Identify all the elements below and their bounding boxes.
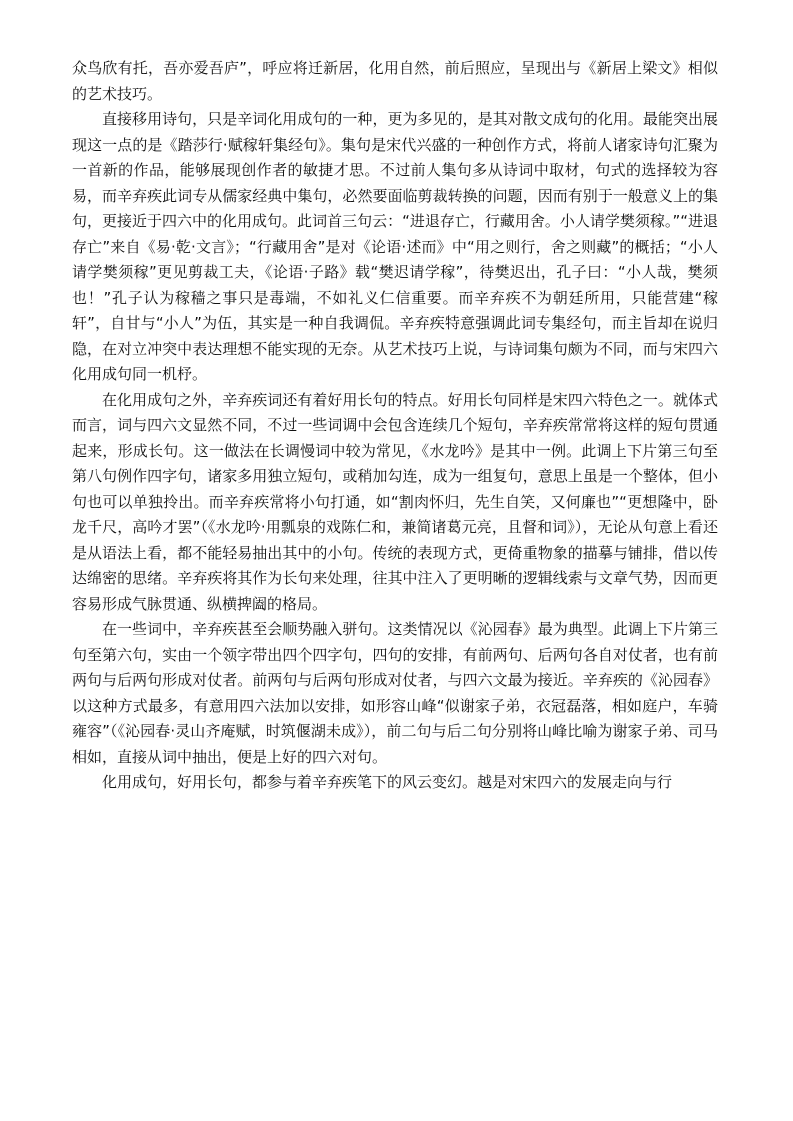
paragraph-collected-lines: 直接移用诗句，只是辛词化用成句的一种，更为多见的，是其对散文成句的化用。最能突出展现这一点的是《踏莎行·赋稼轩集经句》。集句是宋代兴盛的一种创作方式，将前人诸家诗句汇聚为一首新的作品，能够展现创作者的敏捷才思。不过前人集句多从诗词中取材，句式的选择较为容易，而辛弃疾此词专从儒家经典中集句，必然要面临剪裁转换的问题，因而有别于一般意义上的集句，更接近于四六中的化用成句。此词首三句云：“进退存亡，行藏用舍。小人请学樊须稼。”“进退存亡”来自《易·乾·文言》；“行藏用舍”是对《论语·述而》中“用之则行，舍之则藏”的概括；“小人请学樊须稼”更见剪裁工夫，《论语·子路》载“樊迟请学稼”，待樊迟出，孔子曰：“小人哉，樊须也！”孔子认为稼穑之事只是毒端，不如礼义仁信重要。而辛弃疾不为朝廷所用，只能营建“稼轩”，自甘与“小人”为伍，其实是一种自我调侃。辛弃疾特意强调此词专集经句，而主旨却在说归隐，在对立冲突中表达理想不能实现的无奈。从艺术技巧上说，与诗词集句颇为不同，而与宋四六化用成句同一机杼。 [72, 110, 718, 383]
paragraph-closing: 化用成句，好用长句，都参与着辛弃疾笔下的风云变幻。越是对宋四六的发展走向与行 [102, 773, 673, 791]
paragraph-long-sentences: 在化用成句之外，辛弃疾词还有着好用长句的特点。好用长句同样是宋四六特色之一。就体式而言，词与四六文显然不同，不过一些词调中会包含连续几个短句，辛弃疾常常将这样的短句贯通起来，形成长句。这一做法在长调慢词中较为常见，《水龙吟》是其中一例。此调上下片第三句至第八句例作四字句，诸家多用独立短句，或稍加勾连，成为一组复句，意思上虽是一个整体，但小句也可以单独拎出。而辛弃疾常将小句打通，如“割肉怀归，先生自笑，又何廉也”“更想隆中，卧龙千尺，高吟才罢”（《水龙吟·用瓢泉的戏陈仁和，兼简诸葛元亮，且督和词》），无论从句意上看还是从语法上看，都不能轻易抽出其中的小句。传统的表现方式，更倚重物象的描摹与铺排，借以传达绵密的思绪。辛弃疾将其作为长句来处理，往其中注入了更明晰的逻辑线索与文章气势，因而更容易形成气脉贯通、纵横捭阖的格局。 [72, 390, 718, 613]
paragraph-parallel-prose: 在一些词中，辛弃疾甚至会顺势融入骈句。这类情况以《沁园春》最为典型。此调上下片第三句至第六句，实由一个领字带出四个四字句，四句的安排，有前两句、后两句各自对仗者，也有前两句与后两句形成对仗者。前两句与后两句形成对仗者，与四六文最为接近。辛弃疾的《沁园春》以这种方式最多，有意用四六法加以安排，如形容山峰“似谢家子弟，衣冠磊落，相如庭户，车骑雍容”（《沁园春·灵山齐庵赋，时筑偃湖未成》），前二句与后二句分别将山峰比喻为谢家子弟、司马相如，直接从词中抽出，便是上好的四六对句。 [72, 620, 718, 766]
document-page [72, 56, 718, 796]
paragraph-continuation: 众鸟欣有托，吾亦爱吾庐”，呼应将迁新居，化用自然，前后照应，呈现出与《新居上梁文》相似的艺术技巧。 [72, 59, 718, 103]
